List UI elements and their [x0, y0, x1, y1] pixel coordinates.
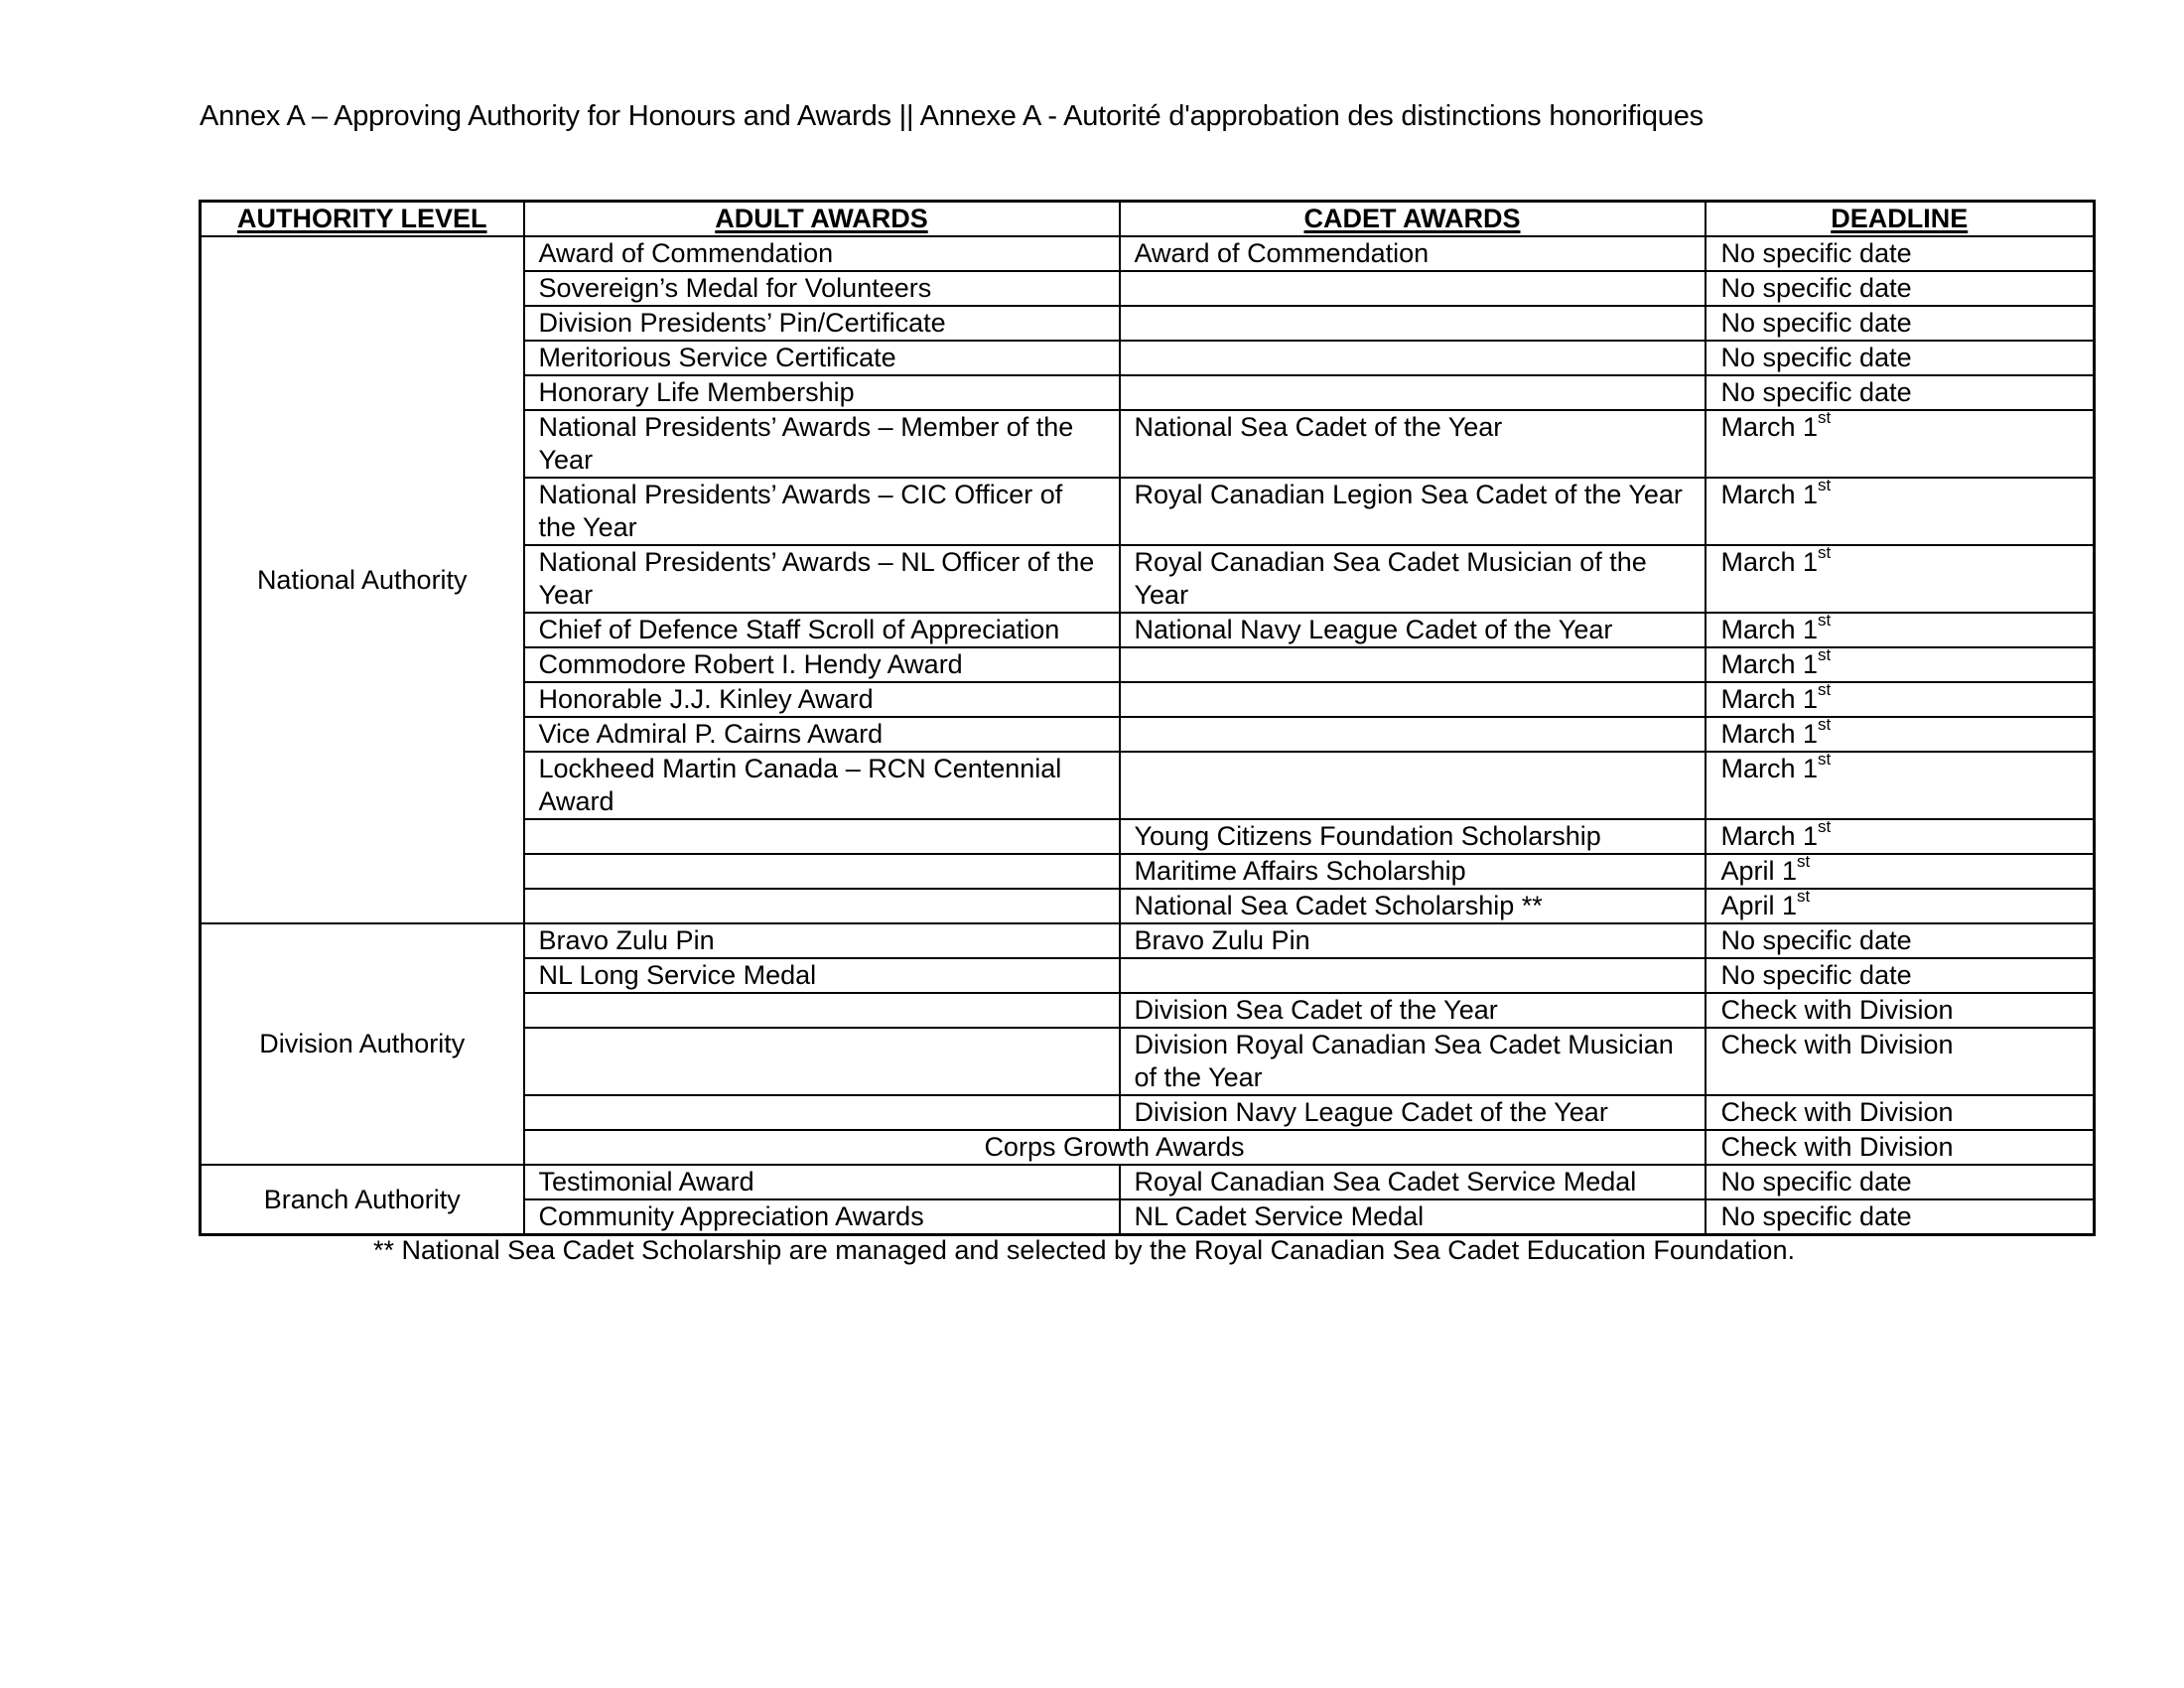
cadet-award-cell	[1120, 647, 1706, 682]
adult-award-cell	[524, 1095, 1120, 1130]
cadet-award-cell	[1120, 341, 1706, 375]
authority-level-cell: National Authority	[201, 236, 524, 923]
document-title: Annex A – Approving Authority for Honours and Awards || Annexe A - Autorité d'approbation des distinctions honorifiques	[200, 100, 1704, 132]
deadline-cell: No specific date	[1706, 1199, 2095, 1235]
deadline-cell: April 1st	[1706, 854, 2095, 889]
adult-award-cell: National Presidents’ Awards – NL Officer of the Year	[524, 545, 1120, 613]
deadline-cell: No specific date	[1706, 341, 2095, 375]
cadet-award-cell	[1120, 958, 1706, 993]
cadet-award-cell: National Sea Cadet Scholarship **	[1120, 889, 1706, 923]
awards-table	[199, 200, 2096, 1236]
table-row	[201, 236, 2095, 271]
adult-award-cell: Sovereign’s Medal for Volunteers	[524, 271, 1120, 306]
deadline-cell: Check with Division	[1706, 1028, 2095, 1095]
deadline-cell: March 1st	[1706, 717, 2095, 752]
adult-award-cell: Community Appreciation Awards	[524, 1199, 1120, 1235]
deadline-cell: March 1st	[1706, 819, 2095, 854]
cadet-award-cell: Award of Commendation	[1120, 236, 1706, 271]
adult-award-cell: National Presidents’ Awards – CIC Officer of the Year	[524, 478, 1120, 545]
deadline-cell: March 1st	[1706, 752, 2095, 819]
header-cadet-awards: CADET AWARDS	[1120, 202, 1706, 237]
deadline-cell: March 1st	[1706, 613, 2095, 647]
deadline-cell: March 1st	[1706, 478, 2095, 545]
cadet-award-cell: National Navy League Cadet of the Year	[1120, 613, 1706, 647]
deadline-cell: March 1st	[1706, 410, 2095, 478]
adult-award-cell: Commodore Robert I. Hendy Award	[524, 647, 1120, 682]
adult-award-cell	[524, 993, 1120, 1028]
header-deadline: DEADLINE	[1706, 202, 2095, 237]
cadet-award-cell: Division Royal Canadian Sea Cadet Musician of the Year	[1120, 1028, 1706, 1095]
authority-level-cell: Division Authority	[201, 923, 524, 1165]
adult-award-cell: Testimonial Award	[524, 1165, 1120, 1199]
deadline-cell: No specific date	[1706, 306, 2095, 341]
deadline-cell: March 1st	[1706, 545, 2095, 613]
cadet-award-cell	[1120, 306, 1706, 341]
cadet-award-cell	[1120, 752, 1706, 819]
adult-award-cell: Lockheed Martin Canada – RCN Centennial Award	[524, 752, 1120, 819]
cadet-award-cell: Division Navy League Cadet of the Year	[1120, 1095, 1706, 1130]
cadet-award-cell	[1120, 717, 1706, 752]
adult-award-cell: National Presidents’ Awards – Member of the Year	[524, 410, 1120, 478]
table-row	[201, 1165, 2095, 1199]
spanned-award-cell: Corps Growth Awards	[524, 1130, 1706, 1165]
deadline-cell: No specific date	[1706, 1165, 2095, 1199]
adult-award-cell: Vice Admiral P. Cairns Award	[524, 717, 1120, 752]
cadet-award-cell	[1120, 271, 1706, 306]
cadet-award-cell: Division Sea Cadet of the Year	[1120, 993, 1706, 1028]
adult-award-cell	[524, 819, 1120, 854]
deadline-cell: No specific date	[1706, 958, 2095, 993]
header-row	[201, 202, 2095, 237]
adult-award-cell: NL Long Service Medal	[524, 958, 1120, 993]
authority-level-cell: Branch Authority	[201, 1165, 524, 1235]
adult-award-cell	[524, 889, 1120, 923]
adult-award-cell: Honorable J.J. Kinley Award	[524, 682, 1120, 717]
deadline-cell: Check with Division	[1706, 1095, 2095, 1130]
deadline-cell: April 1st	[1706, 889, 2095, 923]
deadline-cell: March 1st	[1706, 682, 2095, 717]
adult-award-cell: Meritorious Service Certificate	[524, 341, 1120, 375]
deadline-cell: No specific date	[1706, 375, 2095, 410]
adult-award-cell: Honorary Life Membership	[524, 375, 1120, 410]
adult-award-cell: Division Presidents’ Pin/Certificate	[524, 306, 1120, 341]
header-adult-awards: ADULT AWARDS	[524, 202, 1120, 237]
cadet-award-cell: NL Cadet Service Medal	[1120, 1199, 1706, 1235]
adult-award-cell	[524, 854, 1120, 889]
deadline-cell: March 1st	[1706, 647, 2095, 682]
header-authority-level: AUTHORITY LEVEL	[201, 202, 524, 237]
cadet-award-cell: Bravo Zulu Pin	[1120, 923, 1706, 958]
deadline-cell: Check with Division	[1706, 993, 2095, 1028]
adult-award-cell: Chief of Defence Staff Scroll of Appreciation	[524, 613, 1120, 647]
cadet-award-cell	[1120, 375, 1706, 410]
adult-award-cell: Bravo Zulu Pin	[524, 923, 1120, 958]
deadline-cell: Check with Division	[1706, 1130, 2095, 1165]
cadet-award-cell: Maritime Affairs Scholarship	[1120, 854, 1706, 889]
adult-award-cell	[524, 1028, 1120, 1095]
footnote: ** National Sea Cadet Scholarship are managed and selected by the Royal Canadian Sea Cadet Education Foundation.	[373, 1235, 1795, 1265]
cadet-award-cell	[1120, 682, 1706, 717]
table-row	[201, 923, 2095, 958]
cadet-award-cell: Royal Canadian Legion Sea Cadet of the Year	[1120, 478, 1706, 545]
deadline-cell: No specific date	[1706, 923, 2095, 958]
deadline-cell: No specific date	[1706, 236, 2095, 271]
cadet-award-cell: Royal Canadian Sea Cadet Musician of the Year	[1120, 545, 1706, 613]
cadet-award-cell: National Sea Cadet of the Year	[1120, 410, 1706, 478]
adult-award-cell: Award of Commendation	[524, 236, 1120, 271]
deadline-cell: No specific date	[1706, 271, 2095, 306]
cadet-award-cell: Royal Canadian Sea Cadet Service Medal	[1120, 1165, 1706, 1199]
cadet-award-cell: Young Citizens Foundation Scholarship	[1120, 819, 1706, 854]
